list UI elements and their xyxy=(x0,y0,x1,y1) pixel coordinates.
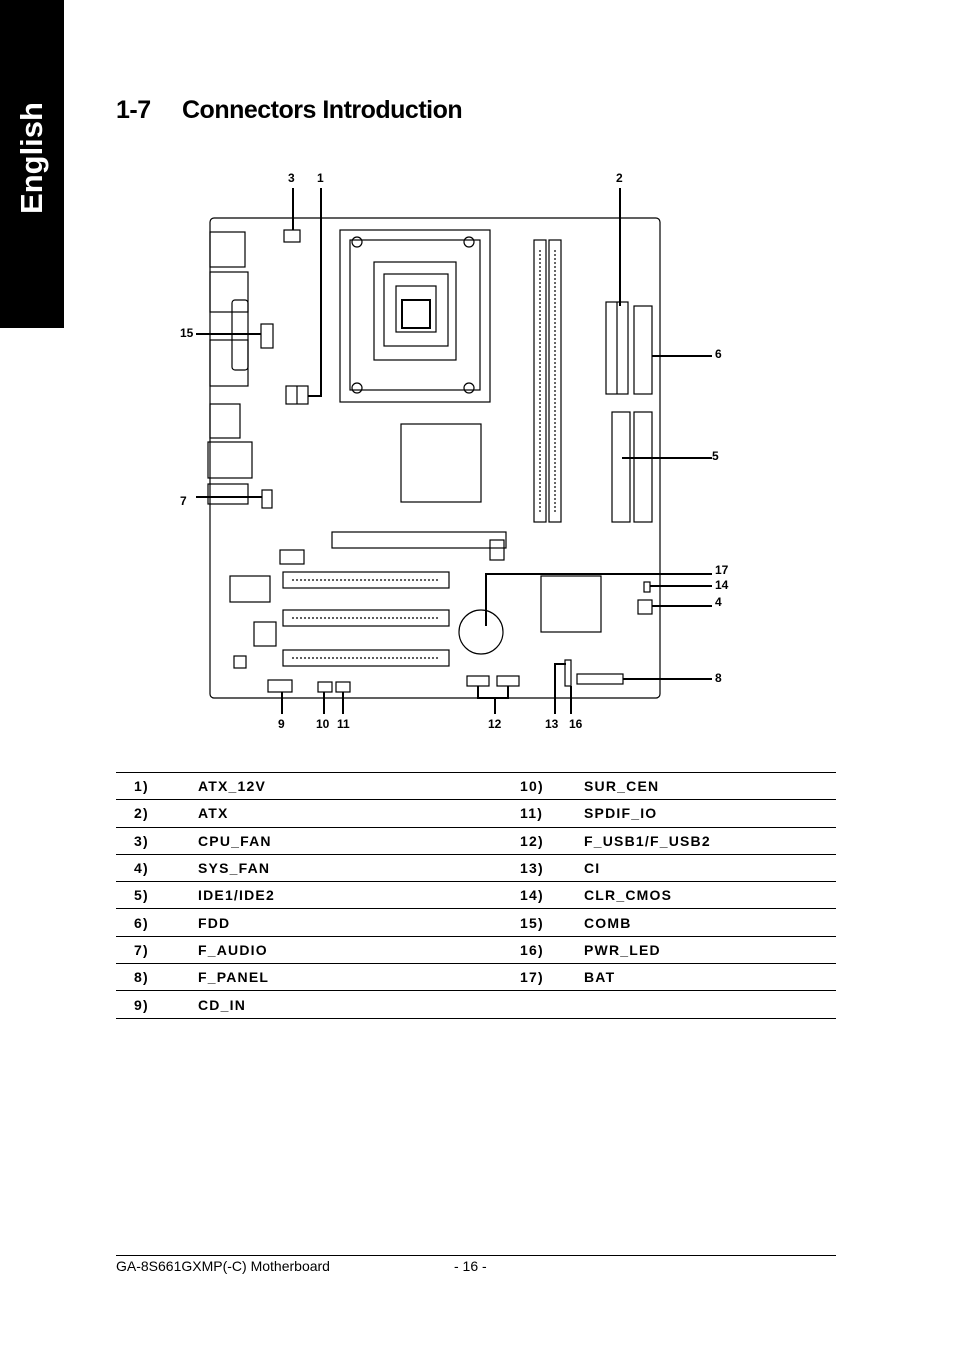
agp-slot xyxy=(332,532,506,548)
ide1-connector xyxy=(612,412,630,522)
callout-2: 2 xyxy=(616,171,623,185)
sys-fan-header xyxy=(638,600,652,614)
footer-page-number: - 16 - xyxy=(454,1258,487,1274)
callout-17: 17 xyxy=(715,563,729,577)
connector-number: 2) xyxy=(116,800,198,827)
connector-name: ATX xyxy=(198,800,520,827)
connector-number: 8) xyxy=(116,964,198,991)
table-row xyxy=(116,773,836,800)
southbridge-chip xyxy=(541,576,601,632)
connector-table xyxy=(116,772,836,1019)
connector-number: 7) xyxy=(116,936,198,963)
connector-name: CI xyxy=(584,854,836,881)
table-row xyxy=(116,800,836,827)
connector-number: 12) xyxy=(520,827,584,854)
connector-number: 11) xyxy=(520,800,584,827)
connector-name: CPU_FAN xyxy=(198,827,520,854)
section-number: 1-7 xyxy=(116,96,151,124)
section-title: Connectors Introduction xyxy=(182,96,463,124)
fdd-connector xyxy=(634,306,652,394)
connector-name: F_AUDIO xyxy=(198,936,520,963)
callout-4: 4 xyxy=(715,595,722,609)
connector-number: 3) xyxy=(116,827,198,854)
callout-13: 13 xyxy=(545,717,559,731)
connector-name: IDE1/IDE2 xyxy=(198,882,520,909)
callout-9: 9 xyxy=(278,717,285,731)
table-row xyxy=(116,909,836,936)
spdif-io-header xyxy=(336,682,350,692)
language-label: English xyxy=(14,102,49,214)
connector-name: SPDIF_IO xyxy=(584,800,836,827)
connector-name: SUR_CEN xyxy=(584,773,836,800)
callout-5: 5 xyxy=(712,449,719,463)
connector-number: 1) xyxy=(116,773,198,800)
callout-6: 6 xyxy=(715,347,722,361)
cd-in-header xyxy=(268,680,292,692)
connector-name: FDD xyxy=(198,909,520,936)
connector-name xyxy=(584,991,836,1018)
connector-name: BAT xyxy=(584,964,836,991)
connector-number: 6) xyxy=(116,909,198,936)
callout-15: 15 xyxy=(180,326,194,340)
callout-11: 11 xyxy=(337,717,350,731)
front-panel-header xyxy=(577,674,623,684)
f-usb1-header xyxy=(467,676,489,686)
table-row xyxy=(116,964,836,991)
cpu-fan-header xyxy=(284,230,300,242)
audio-header xyxy=(262,490,272,508)
connector-name: COMB xyxy=(584,909,836,936)
table-row xyxy=(116,854,836,881)
connector-number: 9) xyxy=(116,991,198,1018)
connector-number: 16) xyxy=(520,936,584,963)
footer-rule xyxy=(116,1255,836,1256)
connector-number: 14) xyxy=(520,882,584,909)
connector-number: 17) xyxy=(520,964,584,991)
callout-12: 12 xyxy=(488,717,502,731)
callout-10: 10 xyxy=(316,717,330,731)
callout-16: 16 xyxy=(569,717,583,731)
cpu-socket xyxy=(340,230,490,402)
footer-model: GA-8S661GXMP(-C) Motherboard xyxy=(116,1258,330,1274)
table-row xyxy=(116,936,836,963)
callout-14: 14 xyxy=(715,578,729,592)
battery xyxy=(459,610,503,654)
sur-cen-header xyxy=(318,682,332,692)
clr-cmos-jumper xyxy=(644,582,650,592)
connector-name: ATX_12V xyxy=(198,773,520,800)
connector-name: PWR_LED xyxy=(584,936,836,963)
northbridge-chip xyxy=(401,424,481,502)
connector-name: CLR_CMOS xyxy=(584,882,836,909)
table-row xyxy=(116,991,836,1018)
connector-number: 4) xyxy=(116,854,198,881)
connector-number xyxy=(520,991,584,1018)
table-row xyxy=(116,827,836,854)
connector-number: 10) xyxy=(520,773,584,800)
com-header xyxy=(261,324,273,348)
callout-7: 7 xyxy=(180,494,187,508)
connector-number: 13) xyxy=(520,854,584,881)
callout-3: 3 xyxy=(288,171,295,185)
connector-name: F_USB1/F_USB2 xyxy=(584,827,836,854)
connector-number: 15) xyxy=(520,909,584,936)
connector-name: SYS_FAN xyxy=(198,854,520,881)
connector-number: 5) xyxy=(116,882,198,909)
table-row xyxy=(116,882,836,909)
callout-1: 1 xyxy=(317,171,324,185)
callout-8: 8 xyxy=(715,671,722,685)
connector-name: F_PANEL xyxy=(198,964,520,991)
ide2-connector xyxy=(634,412,652,522)
connector-name: CD_IN xyxy=(198,991,520,1018)
f-usb2-header xyxy=(497,676,519,686)
